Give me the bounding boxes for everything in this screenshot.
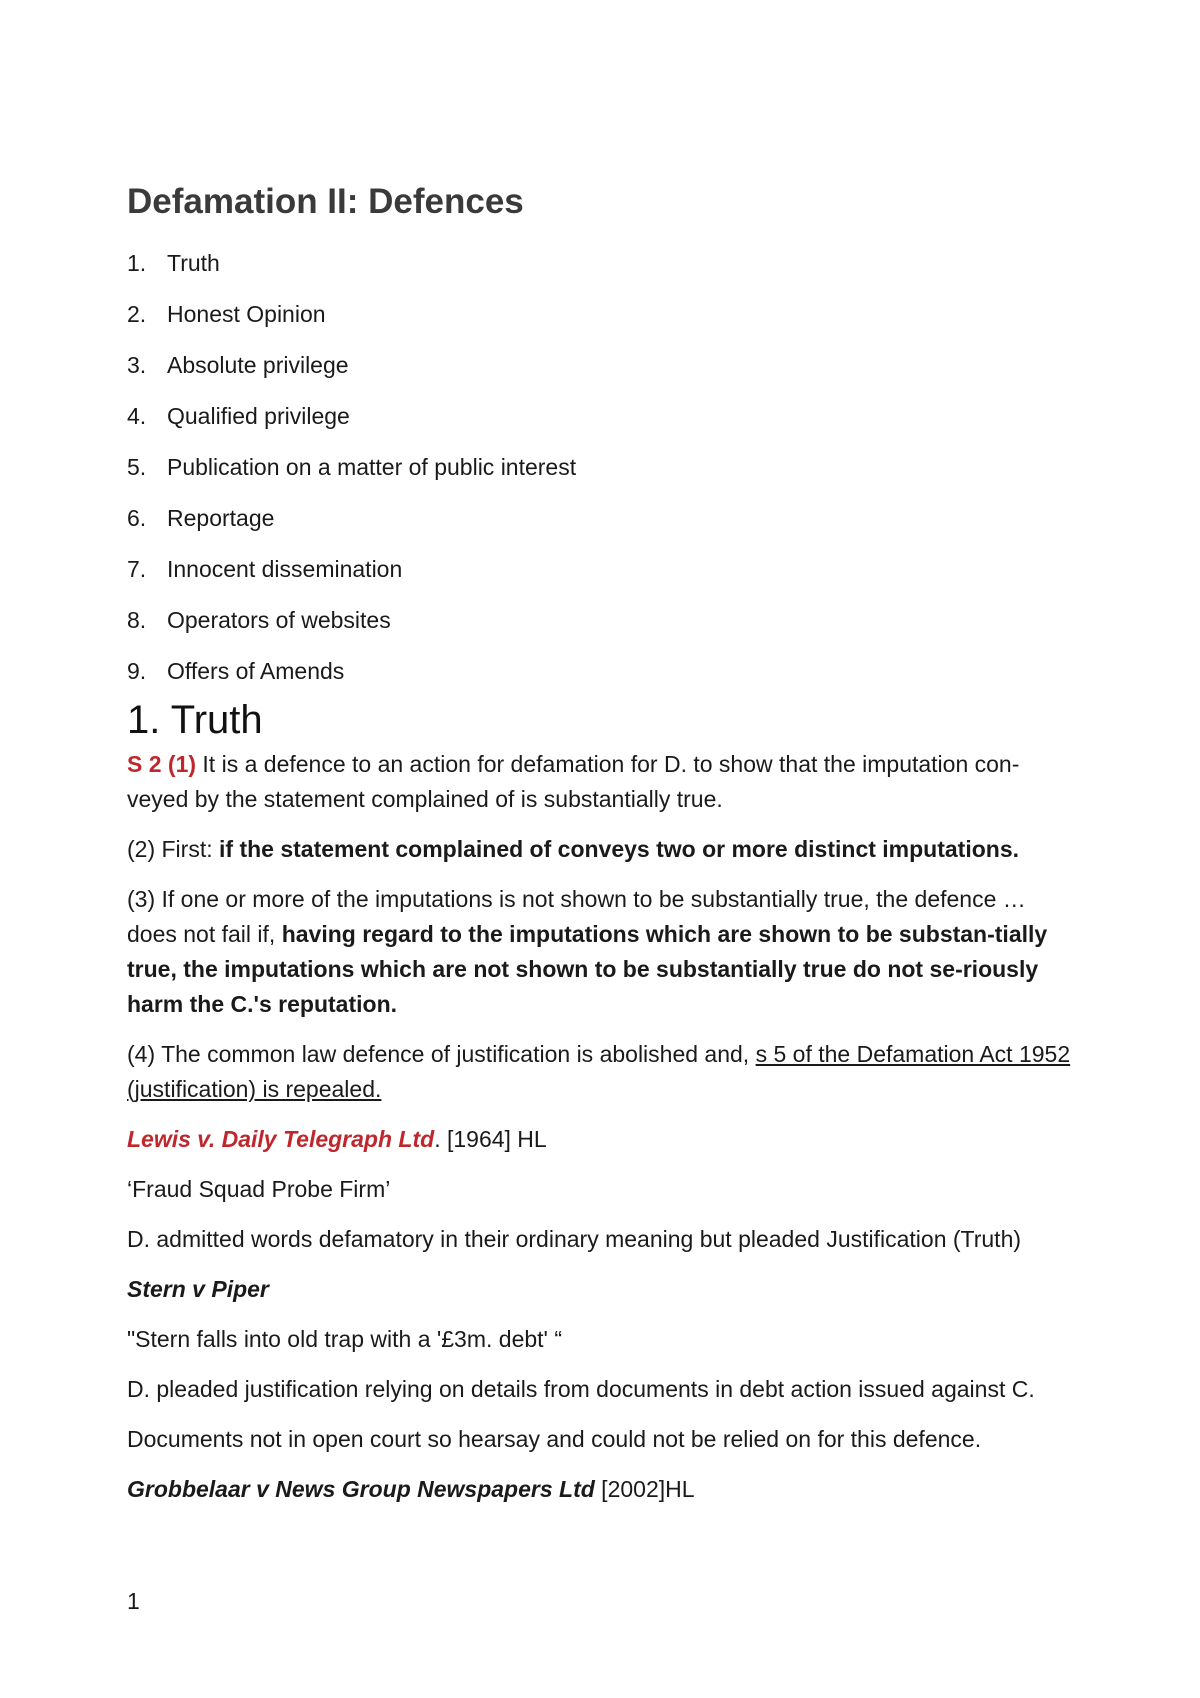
document-title: Defamation II: Defences [127, 182, 524, 221]
statute-reference: S 2 (1) [127, 751, 197, 777]
case-name: Lewis v. Daily Telegraph Ltd [127, 1126, 435, 1152]
list-item: 9. Offers of Amends [127, 658, 345, 684]
list-item: 1. Truth [127, 250, 220, 276]
list-item: 7. Innocent dissemination [127, 556, 403, 582]
page-content [127, 178, 1073, 1522]
list-item: 5. Publication on a matter of public interest [127, 454, 577, 480]
case-name: Grobbelaar v News Group Newspapers Ltd [127, 1476, 595, 1502]
case-quote-lewis: ‘Fraud Squad Probe Firm’ [127, 1176, 391, 1202]
section-heading-truth: 1. Truth [127, 698, 263, 742]
page-number: 1 [127, 1588, 140, 1614]
list-item: 2. Honest Opinion [127, 301, 326, 327]
case-note-stern-2: Documents not in open court so hearsay and could not be relied on for this defence. [127, 1426, 982, 1452]
list-item: 6. Reportage [127, 505, 275, 531]
case-quote-stern: "Stern falls into old trap with a '£3m. debt' “ [127, 1326, 562, 1352]
case-citation-lewis: Lewis v. Daily Telegraph Ltd. [1964] HL [127, 1126, 547, 1152]
list-item: 3. Absolute privilege [127, 352, 349, 378]
defences-list [127, 238, 1073, 697]
list-item: 8. Operators of websites [127, 607, 391, 633]
case-note-lewis: D. admitted words defamatory in their ordinary meaning but pleaded Justification (Truth) [127, 1226, 1022, 1252]
statute-paragraph-3: (3) If one or more of the imputations is not shown to be substantially true, the defence … does not fail if, having regard to the imputations which are shown to be substan-tially true, the imputations which are not shown to be substantially true do not se-riously harm the C.'s reputation. [127, 886, 1048, 1017]
statute-paragraph-4: (4) The common law defence of justification is abolished and, s 5 of the Defamation Act 1952 (justification) is repealed. [127, 1041, 1071, 1102]
list-item: 4. Qualified privilege [127, 403, 350, 429]
case-citation-grobbelaar: Grobbelaar v News Group Newspapers Ltd [2002]HL [127, 1476, 695, 1502]
case-note-stern-1: D. pleaded justification relying on details from documents in debt action issued against C. [127, 1376, 1035, 1402]
case-citation-stern [127, 1272, 1073, 1307]
case-name: Stern v Piper [127, 1276, 269, 1302]
statute-paragraph-2: (2) First: if the statement complained of conveys two or more distinct imputations. [127, 836, 1020, 862]
statute-paragraph-1: S 2 (1) It is a defence to an action for defamation for D. to show that the imputation con-veyed by the statement complained of is substantially true. [127, 751, 1020, 812]
